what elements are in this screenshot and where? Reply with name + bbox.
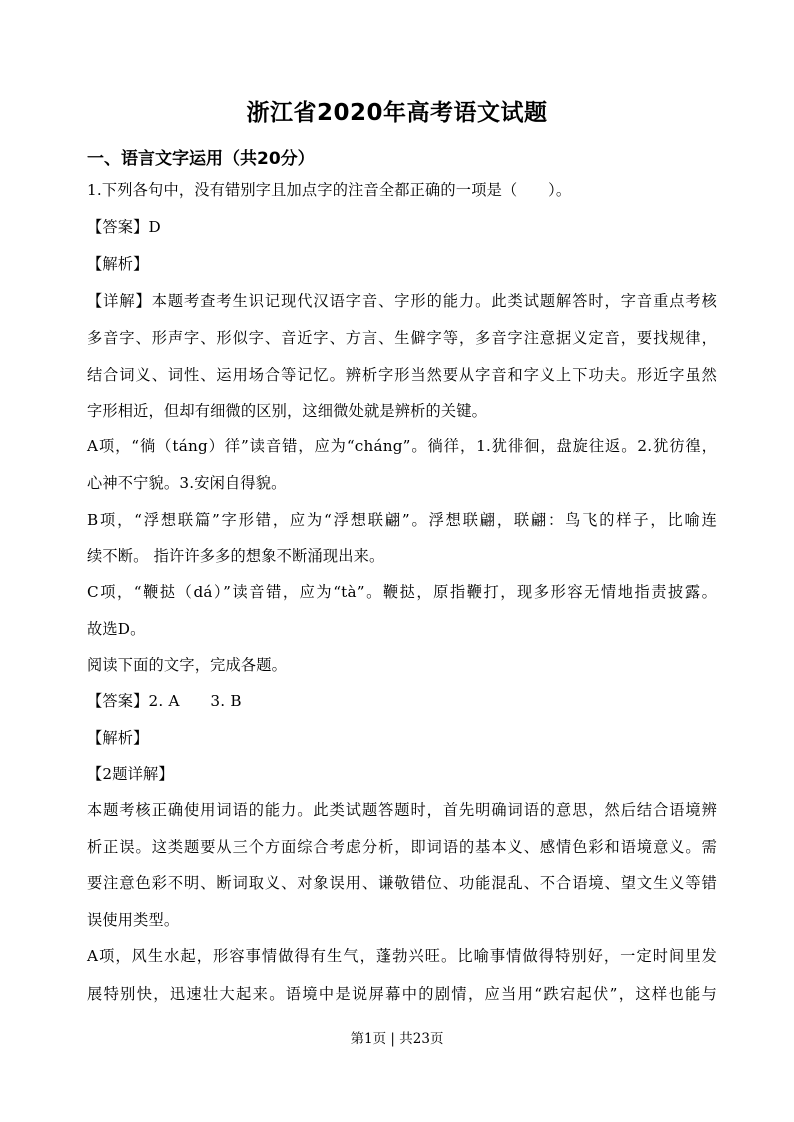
text-line: 多音字、形声字、形似字、音近字、方言、生僻字等，多音字注意据义定音，要找规律，: [87, 329, 717, 347]
text-line: 【解析】: [87, 729, 149, 747]
text-line: A项，风生水起，形容事情做得有生气，蓬勃兴旺。比喻事情做得特别好，一定时间里发: [87, 947, 717, 965]
text-line: 结合词义、词性、运用场合等记忆。辨析字形当然要从字音和字义上下功夫。形近字虽然: [87, 366, 717, 384]
text-line: 字形相近，但却有细微的区别，这细微处就是辨析的关键。: [87, 402, 488, 420]
text-line: 要注意色彩不明、断词取义、对象误用、谦敬错位、功能混乱、不合语境、望文生义等错: [87, 874, 717, 892]
page-number-footer: 第1页 | 共23页: [350, 1031, 444, 1047]
text-line: 误使用类型。: [87, 911, 180, 929]
text-line: 阅读下面的文字，完成各题。: [87, 656, 288, 674]
text-line: 【答案】2. A 3. B: [87, 692, 242, 710]
text-line: 【答案】D: [87, 218, 161, 236]
page-title: 浙江省2020年高考语文试题: [246, 100, 548, 126]
text-line: A项，“徜（táng）徉”读音错，应为“cháng”。徜徉，1.犹徘徊，盘旋往返。2.犹彷徨，: [87, 437, 717, 455]
text-line: B项，“浮想联篇”字形错，应为“浮想联翩”。浮想联翩，联翩：鸟飞的样子，比喻连: [87, 511, 717, 529]
text-line: C项，“鞭挞（dá）”读音错，应为“tà”。鞭挞，原指鞭打，现多形容无情地指责披露。: [87, 583, 717, 601]
text-line: 心神不宁貌。3.安闲自得貌。: [87, 474, 287, 492]
text-line: 【详解】本题考查考生识记现代汉语字音、字形的能力。此类试题解答时，字音重点考核: [87, 292, 717, 310]
text-line: 【解析】: [87, 255, 149, 273]
text-line: 1.下列各句中，没有错别字且加点字的注音全都正确的一项是（ ）。: [87, 181, 572, 199]
text-line: 续不断。 指许许多多的想象不断涌现出来。: [87, 547, 385, 565]
text-line: 【2题详解】: [87, 765, 174, 783]
text-line: 故选D。: [87, 620, 146, 638]
text-line: 展特别快，迅速壮大起来。语境中是说屏幕中的剧情，应当用“跌宕起伏”，这样也能与: [87, 985, 717, 1003]
text-line: 析正误。这类题要从三个方面综合考虑分析，即词语的基本义、感情色彩和语境意义。需: [87, 838, 717, 856]
text-line: 本题考核正确使用词语的能力。此类试题答题时，首先明确词语的意思，然后结合语境辨: [87, 801, 717, 819]
section-heading: 一、语言文字运用（共20分）: [87, 149, 315, 169]
